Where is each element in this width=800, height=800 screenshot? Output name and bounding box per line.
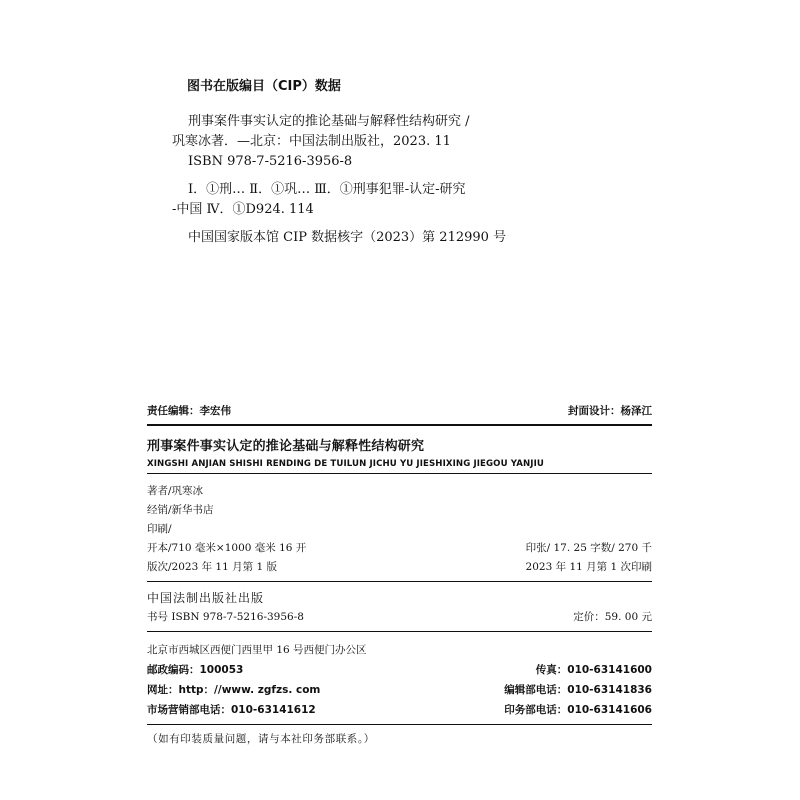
cip-isbn: ISBN 978-7-5216-3956-8 (188, 154, 353, 169)
fax: 传真：010-63141600 (535, 664, 652, 676)
book-format: 开本/710 毫米×1000 毫米 16 开 (147, 542, 307, 554)
contact-info (147, 640, 652, 720)
cip-bibliographic-record (172, 112, 612, 172)
author: 著者/巩寒冰 (147, 485, 204, 497)
credits-row (147, 403, 652, 418)
marketing-printing-row (147, 700, 652, 720)
edition-row (147, 558, 652, 577)
cip-block (172, 78, 612, 248)
quality-note: （如有印装质量问题，请与本社印务部联系。） (147, 733, 375, 745)
printing: 2023 年 11 月第 1 次印刷 (525, 561, 652, 573)
cover-designer: 封面设计：杨泽江 (568, 405, 652, 417)
cip-record-number: 中国国家版本馆 CIP 数据核字（2023）第 212990 号 (188, 230, 507, 245)
cip-line: 巩寒冰著．—北京：中国法制出版社，2023. 11 (172, 134, 451, 149)
book-isbn: 书号 ISBN 978-7-5216-3956-8 (147, 611, 304, 623)
colophon-block (147, 403, 652, 749)
publisher-name: 中国法制出版社出版 (147, 591, 265, 605)
divider (147, 473, 652, 474)
web-editorial-row (147, 680, 652, 700)
cip-title: 图书在版编目（CIP）数据 (187, 79, 341, 94)
cip-classification-line: Ⅰ．①刑… Ⅱ．①巩… Ⅲ．①刑事犯罪-认定-研究 (188, 182, 466, 197)
postcode: 邮政编码：100053 (147, 664, 244, 676)
book-title-pinyin: XINGSHI ANJIAN SHISHI RENDING DE TUILUN JICHU YU JIESHIXING JIEGOU YANJIU (147, 459, 544, 469)
cip-line: 刑事案件事实认定的推论基础与解释性结构研究 / (188, 114, 470, 129)
address-row (147, 640, 652, 660)
divider (147, 724, 652, 725)
format-row (147, 539, 652, 558)
website: 网址：http：//www. zgfzs. com (147, 684, 321, 696)
printer: 印刷/ (147, 523, 172, 535)
publisher-info (147, 588, 652, 627)
distributor: 经销/新华书店 (147, 504, 214, 516)
book-title: 刑事案件事实认定的推论基础与解释性结构研究 (147, 439, 425, 454)
book-info (147, 482, 652, 577)
printing-dept-phone: 印务部电话：010-63141606 (504, 704, 652, 716)
edition: 版次/2023 年 11 月第 1 版 (147, 561, 277, 573)
book-price: 定价：59. 00 元 (573, 611, 652, 623)
postcode-fax-row (147, 660, 652, 680)
divider (147, 424, 652, 426)
editorial-phone: 编辑部电话：010-63141836 (504, 684, 652, 696)
marketing-phone: 市场营销部电话：010-63141612 (147, 704, 316, 716)
responsible-editor: 责任编辑：李宏伟 (147, 405, 231, 417)
isbn-price-row (147, 608, 652, 627)
sheets-and-words: 印张/ 17. 25 字数/ 270 千 (525, 542, 652, 554)
cip-classification (172, 180, 612, 220)
publisher-address: 北京市西城区西便门西里甲 16 号西便门办公区 (147, 644, 367, 656)
cip-classification-line: -中国 Ⅳ．①D924. 114 (172, 202, 314, 217)
divider (147, 631, 652, 632)
divider (147, 581, 652, 582)
